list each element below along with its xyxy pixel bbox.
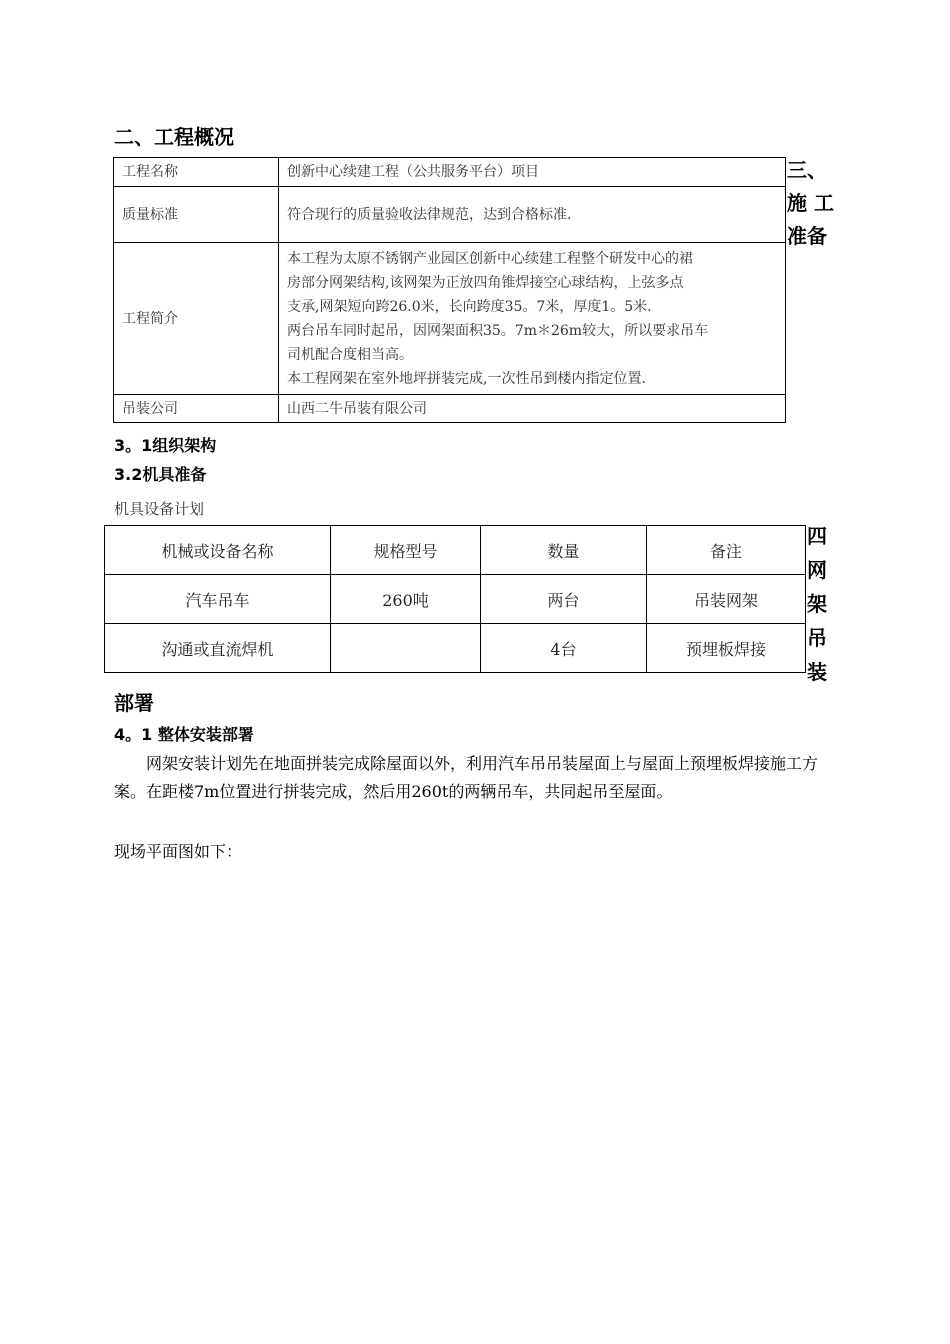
table-row — [114, 243, 786, 395]
project-name-value: 创新中心续建工程（公共服务平台）项目 — [279, 158, 786, 187]
section-4-title-tail: 部署 — [114, 691, 154, 715]
side-heading-char: 四 — [807, 524, 827, 548]
side-heading-char: 架 — [807, 592, 827, 616]
column-header: 数量 — [481, 526, 647, 575]
section-4-side-heading — [807, 519, 833, 689]
table-row — [114, 158, 786, 187]
summary-line: 本工程网架在室外地坪拼装完成,一次性吊到楼内指定位置. — [287, 370, 646, 387]
lifting-company-label: 吊装公司 — [114, 395, 279, 423]
summary-line: 支承,网架短向跨26.0米，长向跨度35。7米，厚度1。5米. — [287, 298, 652, 315]
equipment-plan-title: 机具设备计划 — [114, 500, 205, 518]
table-row — [114, 395, 786, 423]
column-header: 规格型号 — [331, 526, 481, 575]
summary-line: 本工程为太原不锈钢产业园区创新中心续建工程整个研发中心的裙 — [287, 250, 693, 267]
table-cell: 两台 — [481, 575, 647, 624]
side-heading-char: 吊 — [807, 626, 827, 650]
table-row — [105, 575, 806, 624]
table-cell: 汽车吊车 — [105, 575, 331, 624]
table-cell — [331, 624, 481, 673]
quality-standard-label: 质量标准 — [114, 187, 279, 243]
side-heading-line: 三、 — [787, 158, 827, 182]
side-heading-char: 网 — [807, 558, 827, 582]
table-cell: 预埋板焊接 — [647, 624, 806, 673]
table-cell: 260吨 — [331, 575, 481, 624]
summary-line: 司机配合度相当高。 — [287, 346, 413, 363]
side-heading-char: 装 — [807, 660, 827, 684]
subsection-4-1: 4。1 整体安装部署 — [114, 725, 254, 744]
column-header: 机械或设备名称 — [105, 526, 331, 575]
site-plan-label: 现场平面图如下： — [114, 842, 243, 861]
subsection-3-2: 3.2机具准备 — [114, 465, 207, 484]
overview-table — [113, 157, 786, 423]
summary-line: 两台吊车同时起吊，因网架面积35。7m＊26m较大，所以要求吊车 — [287, 322, 709, 339]
subsection-3-1: 3。1组织架构 — [114, 436, 217, 455]
project-summary-value — [279, 243, 786, 395]
side-heading-line: 施 工 — [787, 191, 834, 215]
installation-paragraph: 网架安装计划先在地面拼装完成除屋面以外，利用汽车吊吊装屋面上与屋面上预埋板焊接施工方案。在距楼7m位置进行拼装完成，然后用260t的两辆吊车，共同起吊至屋面。 — [114, 754, 819, 801]
table-row — [105, 624, 806, 673]
lifting-company-value: 山西二牛吊装有限公司 — [279, 395, 786, 423]
equipment-table — [104, 525, 806, 673]
table-cell: 沟通或直流焊机 — [105, 624, 331, 673]
section-3-side-heading — [787, 154, 834, 253]
summary-line: 房部分网架结构,该网架为正放四角锥焊接空心球结构，上弦多点 — [287, 274, 684, 291]
project-summary-label: 工程简介 — [114, 243, 279, 395]
table-cell: 4台 — [481, 624, 647, 673]
table-cell: 吊装网架 — [647, 575, 806, 624]
column-header: 备注 — [647, 526, 806, 575]
side-heading-line: 准备 — [787, 224, 827, 248]
project-name-label: 工程名称 — [114, 158, 279, 187]
table-header-row — [105, 526, 806, 575]
quality-standard-value: 符合现行的质量验收法律规范，达到合格标准. — [279, 187, 786, 243]
section-2-title: 二、工程概况 — [114, 125, 234, 149]
table-row — [114, 187, 786, 243]
